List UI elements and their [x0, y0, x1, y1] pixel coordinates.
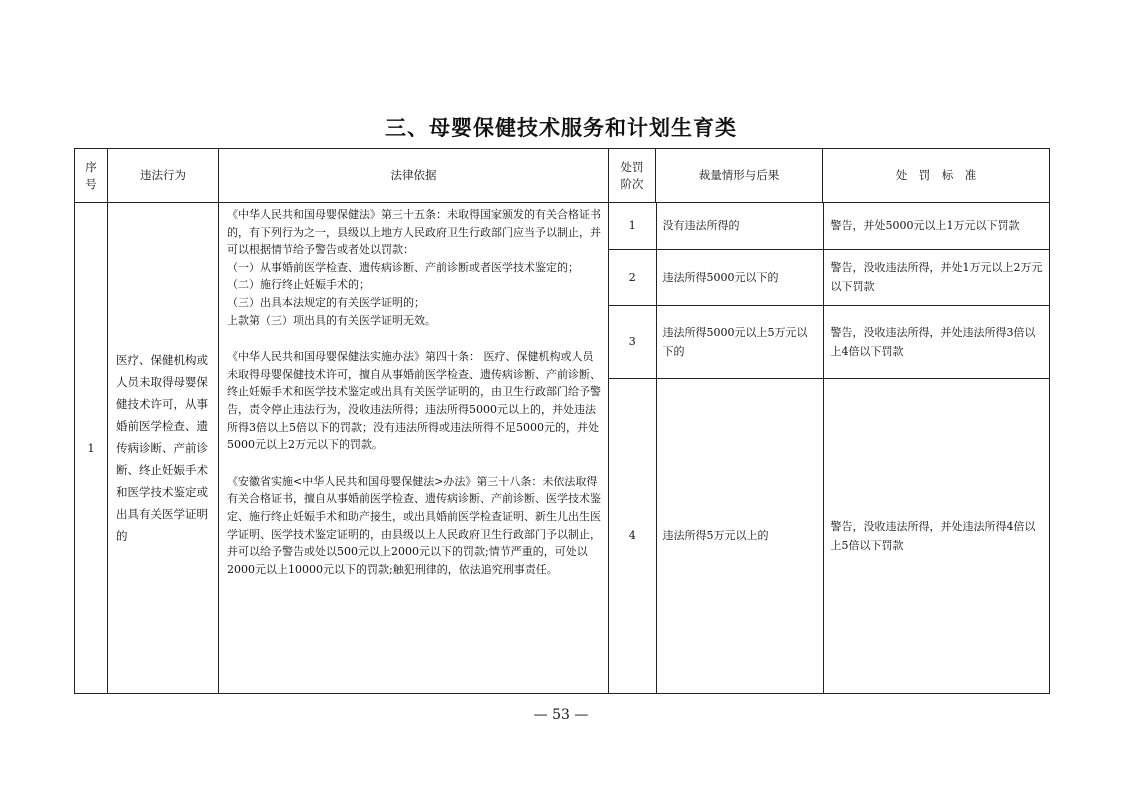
penalty-table [74, 148, 1050, 694]
page-number: — 53 — [533, 707, 589, 723]
penalty-circumstance: 违法所得5000元以下的 [656, 249, 823, 305]
basis-gap [227, 329, 602, 348]
basis-line: （一）从事婚前医学检查、遗传病诊断、产前诊断或者医学技术鉴定的； [227, 260, 579, 274]
penalty-circumstance: 违法所得5万元以上的 [656, 378, 823, 693]
penalty-standard: 警告，并处5000元以上1万元以下罚款 [823, 203, 1050, 249]
penalty-stage: 2 [609, 249, 656, 305]
header-row [75, 149, 1050, 203]
header-stage: 处罚阶次 [609, 149, 656, 203]
penalty-row [609, 378, 1050, 693]
penalty-circumstance: 没有违法所得的 [656, 203, 823, 249]
penalty-stage: 4 [609, 378, 656, 693]
penalty-grid [609, 203, 1050, 694]
header-act: 违法行为 [108, 149, 219, 203]
penalty-subtable [609, 203, 1050, 693]
basis-line: （二）施行终止妊娠手术的； [227, 278, 370, 292]
basis-line: 《中华人民共和国母婴保健法》第三十五条：未取得国家颁发的有关合格证书的，有下列行为之一，县级以上地方人民政府卫生行政部门应当予以制止，并可以根据情节给予警告或者处以罚款： [227, 208, 601, 257]
penalty-standard: 警告，没收违法所得，并处违法所得4倍以上5倍以下罚款 [823, 378, 1050, 693]
penalty-row [609, 249, 1050, 305]
basis-line: 上款第（三）项出具的有关医学证明无效。 [227, 313, 436, 327]
basis-line: 《安徽省实施<中华人民共和国母婴保健法>办法》第三十八条：未依法取得有关合格证书，擅自从事婚前医学检查、遗传病诊断、产前诊断、医学技术鉴定、施行终止妊娠手术和助产接生，或出具婚前医学检查证明、新生儿出生医学证明、医学技术鉴定证明的，由县级以上人民政府卫生行政部门予以制止，并可以给予警告或处以500元以上2000元以下的罚款;情节严重的，可处以2000元以上10000元以下的罚款;触犯刑律的，依法追究刑事责任。 [227, 474, 601, 576]
page-title: 三、母婴保健技术服务和计划生育类 [385, 116, 737, 140]
penalty-standard: 警告，没收违法所得，并处1万元以上2万元以下罚款 [823, 249, 1050, 305]
header-basis: 法律依据 [219, 149, 609, 203]
basis-line: （三）出具本法规定的有关医学证明的； [227, 295, 425, 309]
penalty-stage: 3 [609, 305, 656, 378]
header-circumstance: 裁量情形与后果 [656, 149, 823, 203]
penalty-row [609, 203, 1050, 249]
illegal-act: 医疗、保健机构或人员未取得母婴保健技术许可，从事婚前医学检查、遗传病诊断、产前诊断、终止妊娠手术和医学技术鉴定或出具有关医学证明的 [108, 203, 219, 694]
header-seq: 序号 [75, 149, 108, 203]
basis-gap [227, 454, 602, 473]
basis-line: 《中华人民共和国母婴保健法实施办法》第四十条： 医疗、保健机构或人员未取得母婴保健技术许可，擅自从事婚前医学检查、遗传病诊断、产前诊断、终止妊娠手术和医学技术鉴定或出具有关医学证明的，由卫生行政部门给予警告，责令停止违法行为，没收违法所得；违法所得5000元以上的，并处违法所得3倍以上5倍以下的罚款；没有违法所得或违法所得不足5000元的，并处5000元以上2万元以下的罚款。 [227, 350, 601, 452]
penalty-circumstance: 违法所得5000元以上5万元以下的 [656, 305, 823, 378]
table-row [75, 203, 1050, 694]
penalty-row [609, 305, 1050, 378]
header-standard: 处 罚 标 准 [823, 149, 1050, 203]
row-seq: 1 [75, 203, 108, 694]
penalty-stage: 1 [609, 203, 656, 249]
legal-basis [219, 203, 609, 694]
penalty-standard: 警告，没收违法所得，并处违法所得3倍以上4倍以下罚款 [823, 305, 1050, 378]
